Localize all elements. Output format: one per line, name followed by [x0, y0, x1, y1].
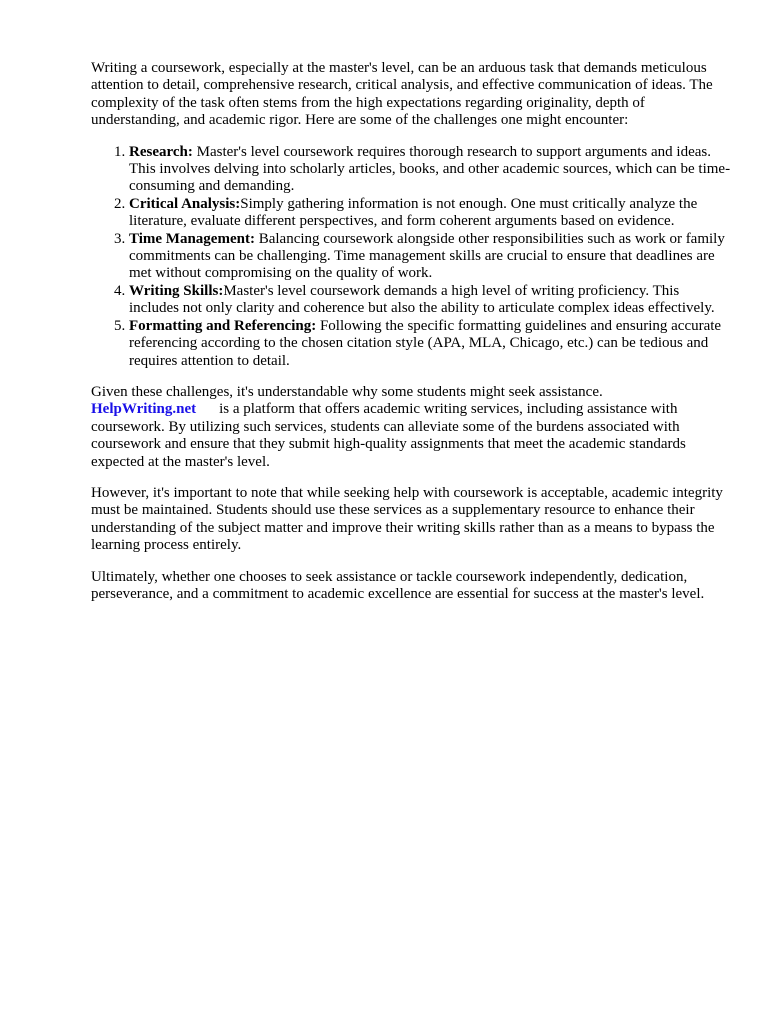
list-item-title: Writing Skills:: [129, 282, 224, 299]
list-item-text: Simply gathering information is not enough. One must critically analyze the literature, evaluate different perspectives, and form coherent arguments based on evidence.: [129, 195, 698, 230]
list-item-title: Critical Analysis:: [129, 195, 241, 212]
list-item-title: Time Management:: [129, 230, 255, 247]
helpwriting-link[interactable]: HelpWriting.net: [91, 401, 197, 418]
list-item-text: Balancing coursework alongside other responsibilities such as work or family commitments can be challenging. Time management skills are crucial to ensure that deadlines are met without compromising on the quality of work.: [129, 230, 725, 282]
list-item-writing-skills: [129, 283, 731, 318]
assistance-paragraph: [91, 384, 731, 471]
list-item-title: Research:: [129, 143, 193, 160]
document-page: [91, 60, 731, 617]
list-item-research: [129, 144, 731, 196]
challenges-list: [91, 144, 731, 370]
list-item-title: Formatting and Referencing:: [129, 317, 317, 334]
list-item-time-management: [129, 231, 731, 283]
intro-paragraph: Writing a coursework, especially at the master's level, can be an arduous task that demands meticulous attention to detail, comprehensive research, critical analysis, and effective communication of ideas. The complexity of the task often stems from the high expectations regarding originality, depth of understanding, and academic rigor. Here are some of the challenges one might encounter:: [91, 60, 713, 129]
assistance-rest: is a platform that offers academic writing services, including assistance with coursework. By utilizing such services, students can alleviate some of the burdens associated with coursework and ensure that they submit high-quality assignments that meet the academic standards expected at the master's level.: [91, 401, 686, 470]
integrity-paragraph: However, it's important to note that while seeking help with coursework is acceptable, academic integrity must be maintained. Students should use these services as a supplementary resource to enhance their understanding of the subject matter and improve their writing skills rather than as a means to bypass the learning process entirely.: [91, 484, 723, 554]
assistance-lead: Given these challenges, it's understandable why some students might seek assistance.: [91, 383, 603, 400]
list-item-formatting-referencing: [129, 318, 731, 370]
conclusion-paragraph: Ultimately, whether one chooses to seek assistance or tackle coursework independently, dedication, perseverance, and a commitment to academic excellence are essential for success at the master's level.: [91, 568, 705, 602]
list-item-critical-analysis: [129, 196, 731, 231]
list-item-text: Master's level coursework requires thorough research to support arguments and ideas. This involves delving into scholarly articles, books, and other academic sources, which can be time-consuming and demanding.: [129, 143, 731, 195]
list-item-text: Following the specific formatting guidelines and ensuring accurate referencing according to the chosen citation style (APA, MLA, Chicago, etc.) can be tedious and requires attention to detail.: [129, 317, 722, 369]
list-item-text: Master's level coursework demands a high level of writing proficiency. This includes not only clarity and coherence but also the ability to articulate complex ideas effectively.: [129, 282, 715, 317]
